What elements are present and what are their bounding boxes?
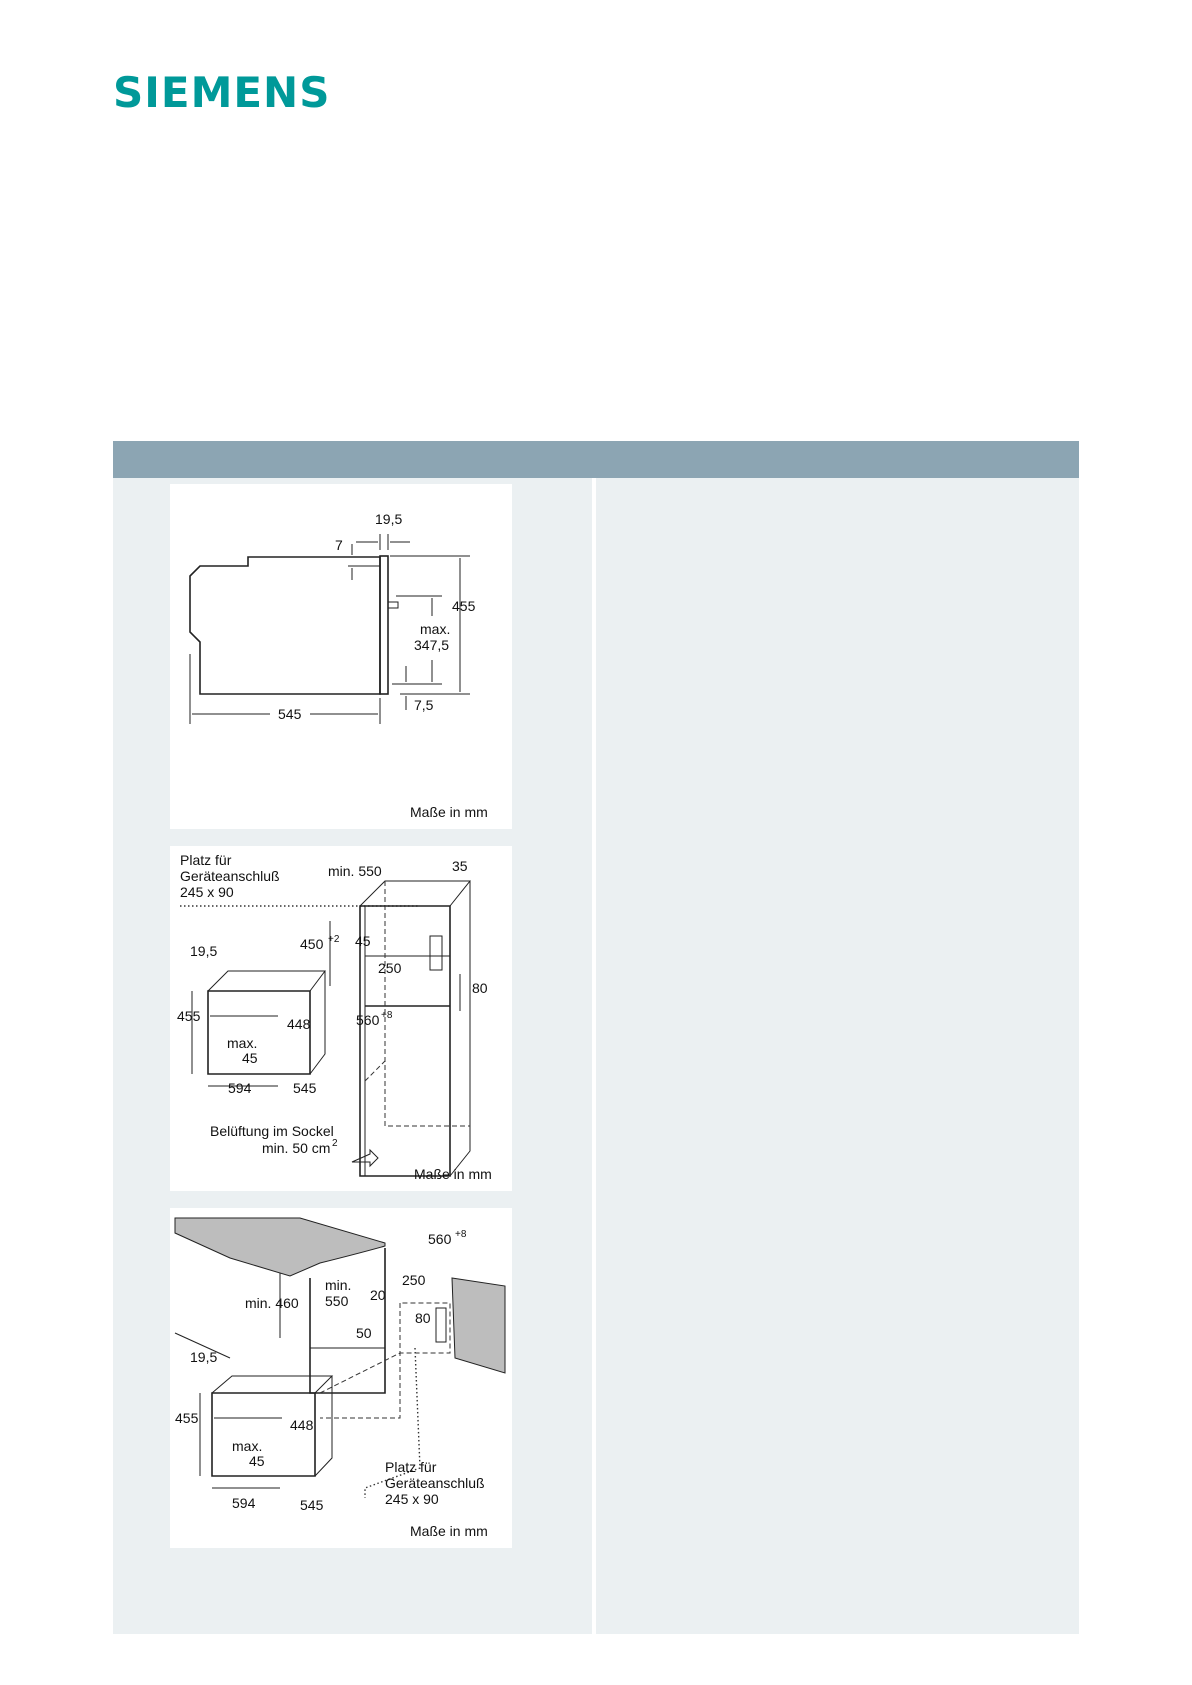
units-note: Maße in mm [410,804,488,820]
right-content-panel [596,478,1079,1634]
appliance-connection-size: 245 x 90 [385,1491,439,1507]
dim-19-5: 19,5 [375,511,403,527]
section-header-band [113,441,1079,478]
dim-455: 455 [452,598,476,614]
dim-45: 45 [355,933,371,949]
dim-560: 560 [428,1231,452,1247]
oven-max-label: max. [227,1035,258,1051]
dim-35: 35 [452,858,468,874]
dim-80: 80 [472,980,488,996]
oven-dim-545: 545 [300,1497,324,1513]
dim-7: 7 [335,537,343,553]
dim-550: 550 [325,1293,349,1309]
dim-450: 450 [300,936,324,952]
dim-20: 20 [370,1287,386,1303]
appliance-connection-label: Platz für [385,1459,437,1475]
dim-7-5: 7,5 [414,697,434,713]
dim-max-label: max. [420,621,451,637]
dim-80: 80 [415,1310,431,1326]
side-view-dimension-drawing [170,484,512,829]
dim-50: 50 [356,1325,372,1341]
appliance-connection-size: 245 x 90 [180,884,234,900]
oven-dim-448: 448 [290,1417,314,1433]
oven-dim-448: 448 [287,1016,311,1032]
oven-dim-19-5: 19,5 [190,1349,218,1365]
dim-min-550: min. 550 [328,863,382,879]
dim-min-label: min. [325,1277,352,1293]
oven-max-45: 45 [249,1453,265,1469]
oven-dim-455: 455 [175,1410,199,1426]
dim-min-460: min. 460 [245,1295,299,1311]
appliance-connection-label-2: Geräteanschluß [180,868,280,884]
oven-dim-455: 455 [177,1008,201,1024]
units-note: Maße in mm [414,1166,492,1182]
dim-560: 560 [356,1012,380,1028]
tall-cabinet-installation-drawing [170,846,512,1191]
siemens-logo: SIEMENS [113,68,331,117]
dim-250: 250 [402,1272,426,1288]
oven-dim-545: 545 [293,1080,317,1096]
dim-560-tolerance: +8 [455,1229,467,1240]
oven-dim-19-5: 19,5 [190,943,218,959]
under-counter-installation-drawing [170,1208,512,1548]
dim-450-tolerance: +2 [328,934,340,945]
dim-560-tolerance: +8 [381,1010,393,1021]
units-note: Maße in mm [410,1523,488,1539]
appliance-connection-label-2: Geräteanschluß [385,1475,485,1491]
oven-max-45: 45 [242,1050,258,1066]
ventilation-label: Belüftung im Sockel [210,1123,334,1139]
oven-dim-594: 594 [232,1495,256,1511]
appliance-connection-label: Platz für [180,852,232,868]
oven-max-label: max. [232,1438,263,1454]
ventilation-area: min. 50 cm [262,1140,331,1156]
ventilation-area-exponent: 2 [332,1138,338,1149]
dim-545: 545 [278,706,302,722]
oven-dim-594: 594 [228,1080,252,1096]
dim-250: 250 [378,960,402,976]
dim-347-5: 347,5 [414,637,450,653]
